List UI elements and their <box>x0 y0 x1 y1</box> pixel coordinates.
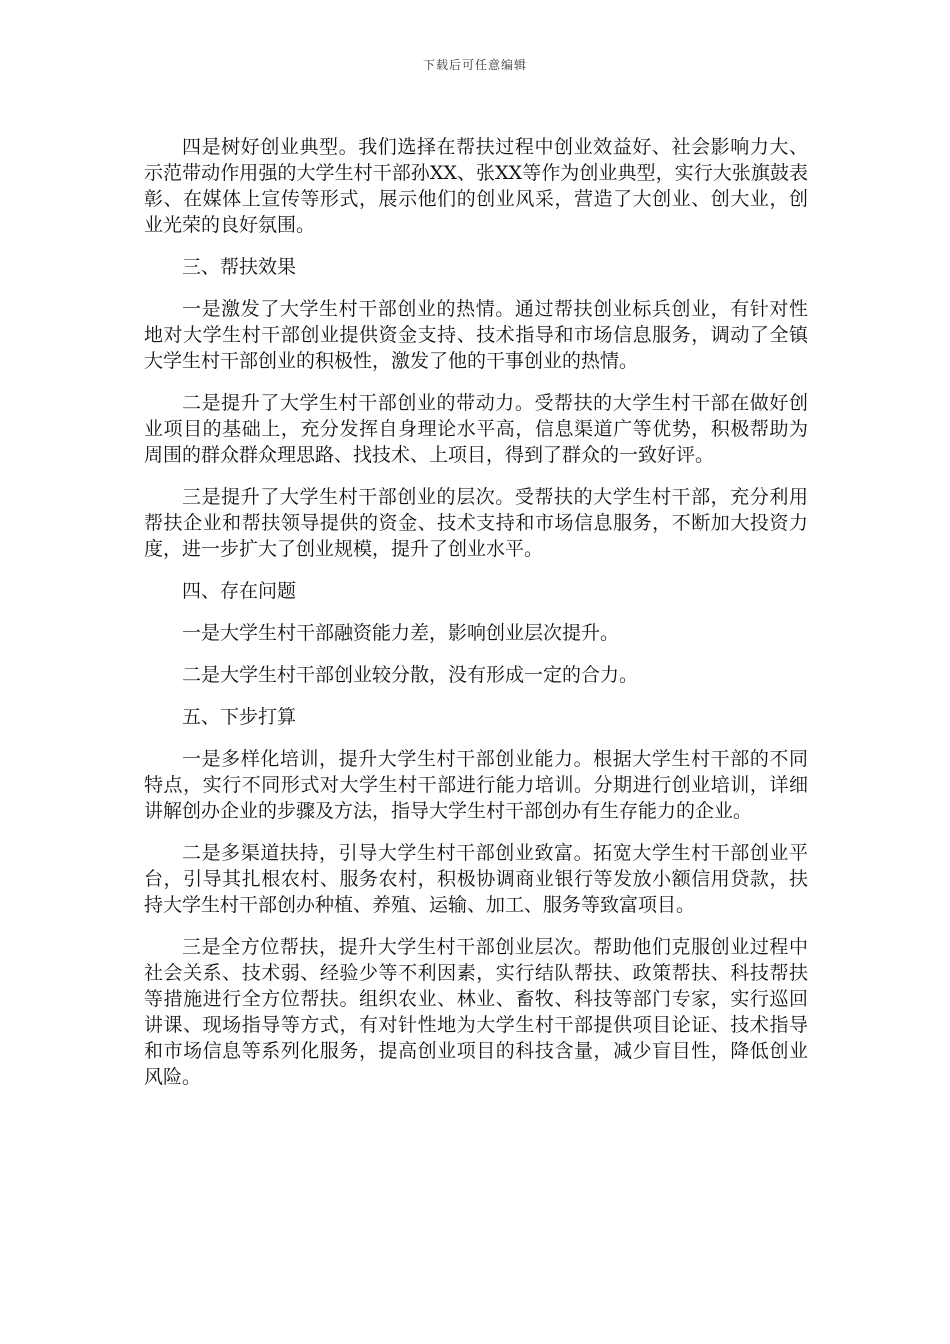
paragraph-plan-3: 三是全方位帮扶，提升大学生村干部创业层次。帮助他们克服创业过程中社会关系、技术弱、经验少等不利因素，实行结队帮扶、政策帮扶、科技帮扶等措施进行全方位帮扶。组织农业、林业、畜牧、科技等部门专家，实行巡回讲课、现场指导等方式，有对针性地为大学生村干部提供项目论证、技术指导和市场信息等系列化服务，提高创业项目的科技含量，减少盲目性，降低创业风险。 <box>144 936 808 1088</box>
paragraph-model-cases: 四是树好创业典型。我们选择在帮扶过程中创业效益好、社会影响力大、示范带动作用强的大学生村干部孙XX、张XX等作为创业典型，实行大张旗鼓表彰、在媒体上宣传等形式，展示他们的创业风采，营造了大创业、创大业，创业光荣的良好氛围。 <box>144 136 808 236</box>
paragraph-plan-2: 二是多渠道扶持，引导大学生村干部创业致富。拓宽大学生村干部创业平台，引导其扎根农村、服务农村，积极协调商业银行等发放小额信用贷款，扶持大学生村干部创办种植、养殖、运输、加工、服务等致富项目。 <box>144 842 808 916</box>
paragraph-problem-2: 二是大学生村干部创业较分散，没有形成一定的合力。 <box>182 664 639 686</box>
paragraph-problem-1: 一是大学生村干部融资能力差，影响创业层次提升。 <box>182 622 620 644</box>
page-header: 下载后可任意编辑 <box>422 58 527 72</box>
section-heading-effects: 三、帮扶效果 <box>182 256 297 278</box>
paragraph-effect-3: 三是提升了大学生村干部创业的层次。受帮扶的大学生村干部，充分利用帮扶企业和帮扶领导提供的资金、技术支持和市场信息服务，不断加大投资力度，进一步扩大了创业规模，提升了创业水平。 <box>144 486 808 560</box>
document-body <box>144 134 808 1106</box>
section-heading-next-steps: 五、下步打算 <box>182 706 297 728</box>
paragraph-effect-2: 二是提升了大学生村干部创业的带动力。受帮扶的大学生村干部在做好创业项目的基础上，充分发挥自身理论水平高，信息渠道广等优势，积极帮助为周围的群众群众理思路、找技术、上项目，得到了群众的一致好评。 <box>144 392 808 466</box>
paragraph-plan-1: 一是多样化培训，提升大学生村干部创业能力。根据大学生村干部的不同特点，实行不同形式对大学生村干部进行能力培训。分期进行创业培训，详细讲解创办企业的步骤及方法，指导大学生村干部创办有生存能力的企业。 <box>144 748 808 822</box>
paragraph-effect-1: 一是激发了大学生村干部创业的热情。通过帮扶创业标兵创业，有针对性地对大学生村干部创业提供资金支持、技术指导和市场信息服务，调动了全镇大学生村干部创业的积极性，激发了他的干事创业的热情。 <box>144 298 808 372</box>
section-heading-problems: 四、存在问题 <box>182 580 297 602</box>
